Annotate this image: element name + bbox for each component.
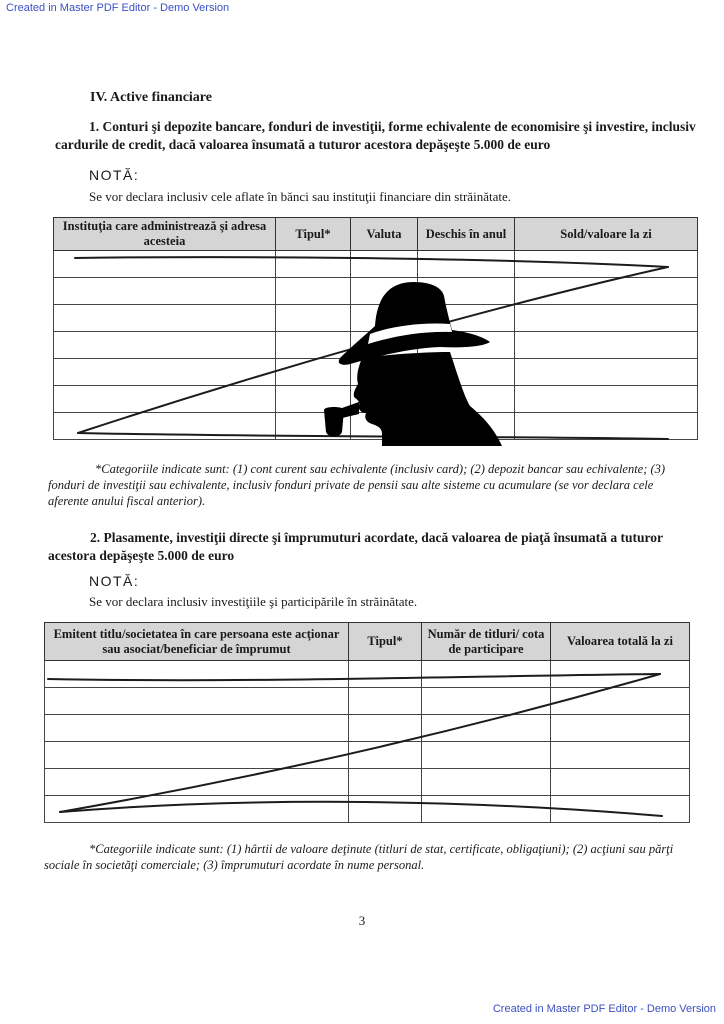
header-opened-year: Deschis în anul	[418, 218, 515, 251]
table-cell	[54, 251, 276, 278]
table-cell	[422, 796, 551, 823]
table-cell	[54, 359, 276, 386]
header-total-value: Valoarea totală la zi	[551, 623, 690, 661]
table-cell	[54, 305, 276, 332]
table-cell	[422, 742, 551, 769]
investments-table	[44, 622, 690, 823]
table-cell	[422, 688, 551, 715]
table-cell	[349, 688, 422, 715]
section-title: IV. Active financiare	[90, 90, 212, 105]
part2-nota-label: NOTĂ:	[89, 573, 140, 589]
table-cell	[551, 742, 690, 769]
table-row	[45, 796, 690, 823]
table-cell	[515, 251, 698, 278]
table-cell	[45, 742, 349, 769]
table-cell	[349, 742, 422, 769]
table-cell	[515, 332, 698, 359]
table-cell	[45, 715, 349, 742]
header-institution: Instituţia care administrează şi adresa acesteia	[54, 218, 276, 251]
table-row	[45, 715, 690, 742]
watermark-top: Created in Master PDF Editor - Demo Version	[6, 2, 230, 14]
table-cell	[276, 251, 351, 278]
table-cell	[422, 769, 551, 796]
table-cell	[349, 661, 422, 688]
header-share-count: Număr de titluri/ cota de participare	[422, 623, 551, 661]
part1-nota-label: NOTĂ:	[89, 167, 140, 183]
table-cell	[349, 796, 422, 823]
table-cell	[515, 386, 698, 413]
page-number: 3	[358, 913, 366, 928]
table-row	[45, 769, 690, 796]
table-cell	[515, 278, 698, 305]
table-cell	[551, 796, 690, 823]
part1-heading: 1. Conturi şi depozite bancare, fonduri de investiţii, forme echivalente de economisire şi investire, inclusiv cardurile de credit, dacă valoarea însumată a tuturor acestora depăşeşte 5.000 de euro	[55, 119, 696, 152]
table-row	[45, 742, 690, 769]
table-cell	[54, 413, 276, 440]
table-cell	[515, 413, 698, 440]
table-cell	[551, 715, 690, 742]
table-cell	[551, 769, 690, 796]
header-type: Tipul*	[349, 623, 422, 661]
part1-nota-text: Se vor declara inclusiv cele aflate în bănci sau instituţii financiare din străinătate.	[89, 189, 511, 204]
table-cell	[422, 715, 551, 742]
table-cell	[45, 796, 349, 823]
table-cell	[422, 661, 551, 688]
header-balance: Sold/valoare la zi	[515, 218, 698, 251]
header-currency: Valuta	[351, 218, 418, 251]
table-cell	[551, 661, 690, 688]
table-cell	[45, 661, 349, 688]
part2-footnote: *Categoriile indicate sunt: (1) hârtii de valoare deţinute (titluri de stat, certificate, obligaţiuni); (2) acţiuni sau părţi sociale în societăţi comerciale; (3) împrumuturi acordate în nume personal.	[44, 842, 674, 872]
table-cell	[45, 688, 349, 715]
part1-footnote: *Categoriile indicate sunt: (1) cont curent sau echivalente (inclusiv card); (2) depozit bancar sau echivalente; (3) fonduri de investiţii sau echivalente, inclusiv fonduri private de pensii sau alte sisteme cu acumulare (se vor declara cele aferente anului fiscal anterior).	[48, 462, 666, 508]
table-cell	[54, 332, 276, 359]
table-cell	[349, 715, 422, 742]
part2-nota-text: Se vor declara inclusiv investiţiile şi participările în străinătate.	[89, 594, 418, 609]
table-cell	[45, 769, 349, 796]
table-row	[45, 661, 690, 688]
table-cell	[54, 278, 276, 305]
table-cell	[418, 251, 515, 278]
table-cell	[515, 359, 698, 386]
table-row	[45, 688, 690, 715]
table-cell	[349, 769, 422, 796]
table-cell	[351, 251, 418, 278]
part2-heading: 2. Plasamente, investiţii directe şi împrumuturi acordate, dacă valoarea de piaţă însumată a tuturor acestora depăşeşte 5.000 de euro	[48, 530, 663, 563]
header-type: Tipul*	[276, 218, 351, 251]
header-issuer: Emitent titlu/societatea în care persoana este acţionar sau asociat/beneficiar de împrumut	[45, 623, 349, 661]
table-row	[54, 251, 698, 278]
watermark-bottom: Created in Master PDF Editor - Demo Version	[492, 1003, 716, 1015]
silhouette-detective-icon	[322, 276, 502, 446]
table-cell	[54, 386, 276, 413]
table-cell	[515, 305, 698, 332]
table-cell	[551, 688, 690, 715]
